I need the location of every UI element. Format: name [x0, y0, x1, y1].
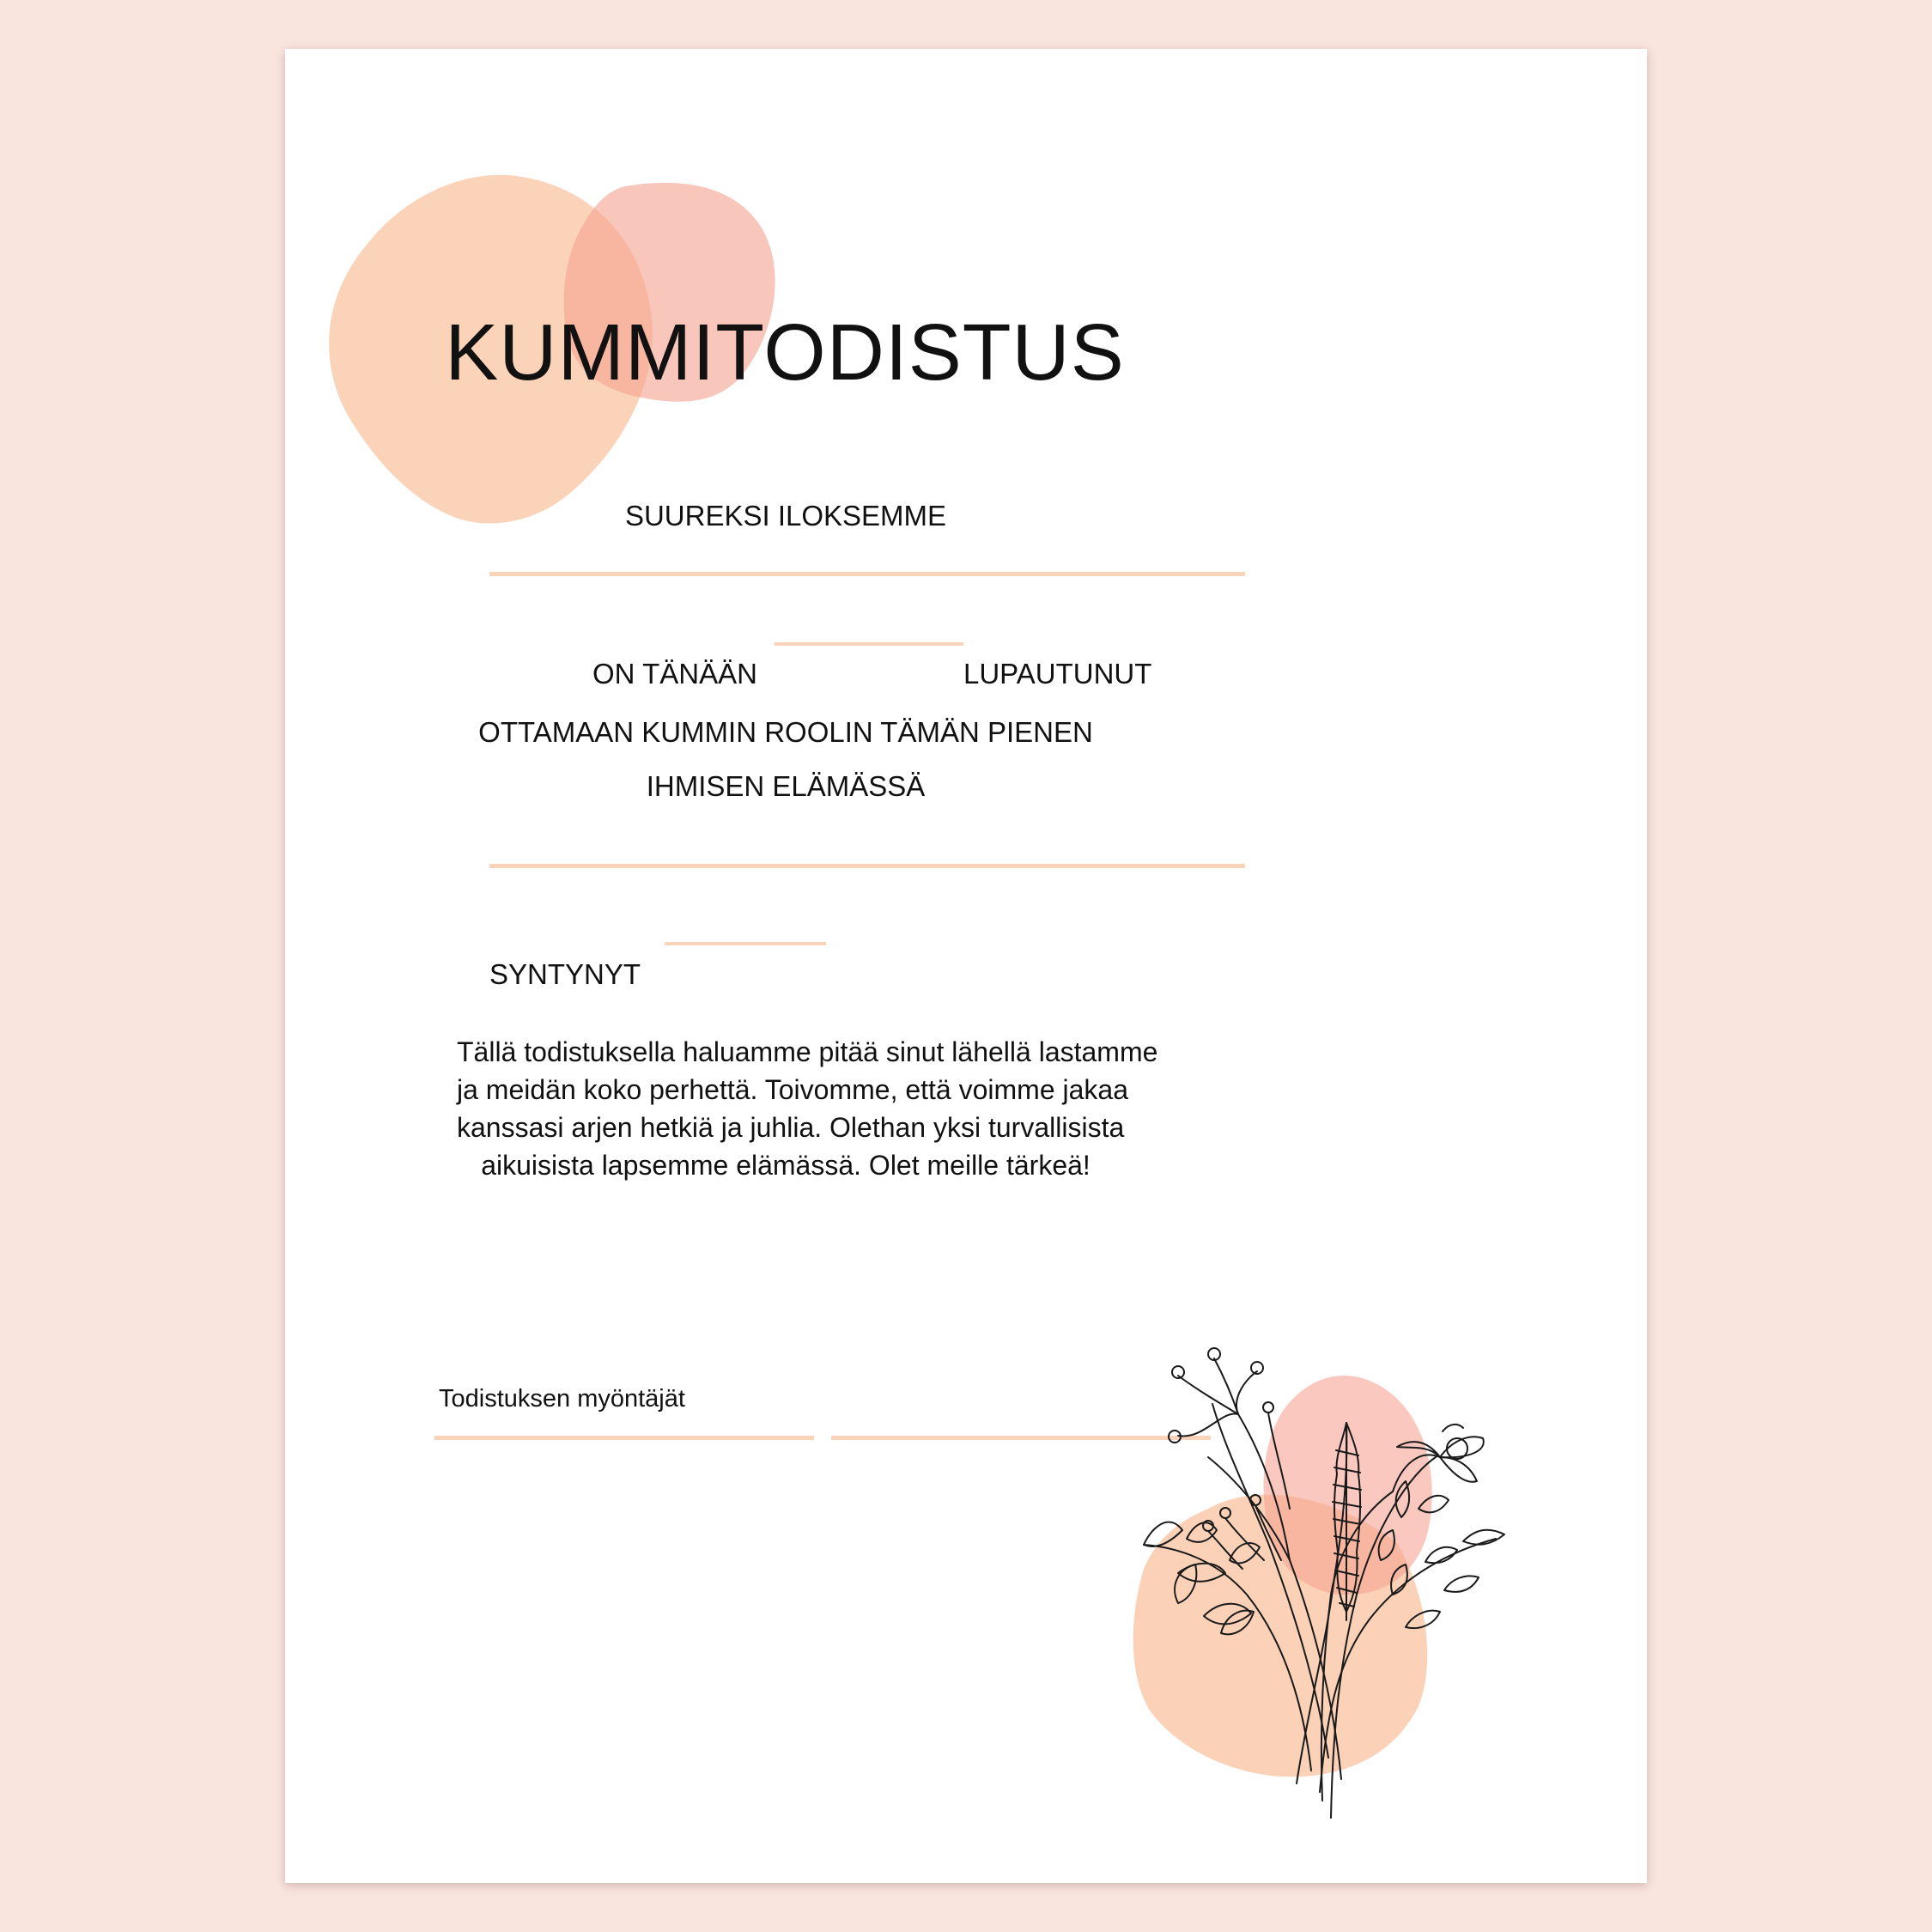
statement-line-3: IHMISEN ELÄMÄSSÄ — [646, 770, 926, 802]
issuers-label: Todistuksen myöntäjät — [439, 1385, 685, 1413]
birthdate-blank — [665, 942, 826, 945]
date-blank — [775, 642, 963, 646]
certificate-sheet — [285, 49, 1647, 1883]
body-line: Tällä todistuksella haluamme pitää sinut lähellä lastamme — [457, 1036, 1158, 1067]
body-paragraph — [457, 1033, 1158, 1184]
certificate-subtitle: SUUREKSI ILOKSEMME — [624, 500, 947, 532]
signature-line-2 — [831, 1436, 1211, 1440]
statement-mid: LUPAUTUNUT — [963, 658, 1152, 690]
certificate-title: KUMMITODISTUS — [445, 307, 1125, 397]
body-line: aikuisista lapsemme elämässä. Olet meille tärkeä! — [481, 1150, 1091, 1181]
body-line: kanssasi arjen hetkiä ja juhlia. Olethan yksi turvallisista — [457, 1112, 1125, 1143]
signature-line-1 — [434, 1436, 814, 1440]
body-line: ja meidän koko perhettä. Toivomme, että voimme jakaa — [457, 1074, 1129, 1105]
top-rule — [489, 572, 1245, 576]
statement-start: ON TÄNÄÄN — [592, 658, 757, 690]
statement-line-2: OTTAMAAN KUMMIN ROOLIN TÄMÄN PIENEN — [478, 716, 1093, 748]
born-label: SYNTYNYT — [489, 958, 641, 990]
middle-rule — [489, 864, 1245, 868]
